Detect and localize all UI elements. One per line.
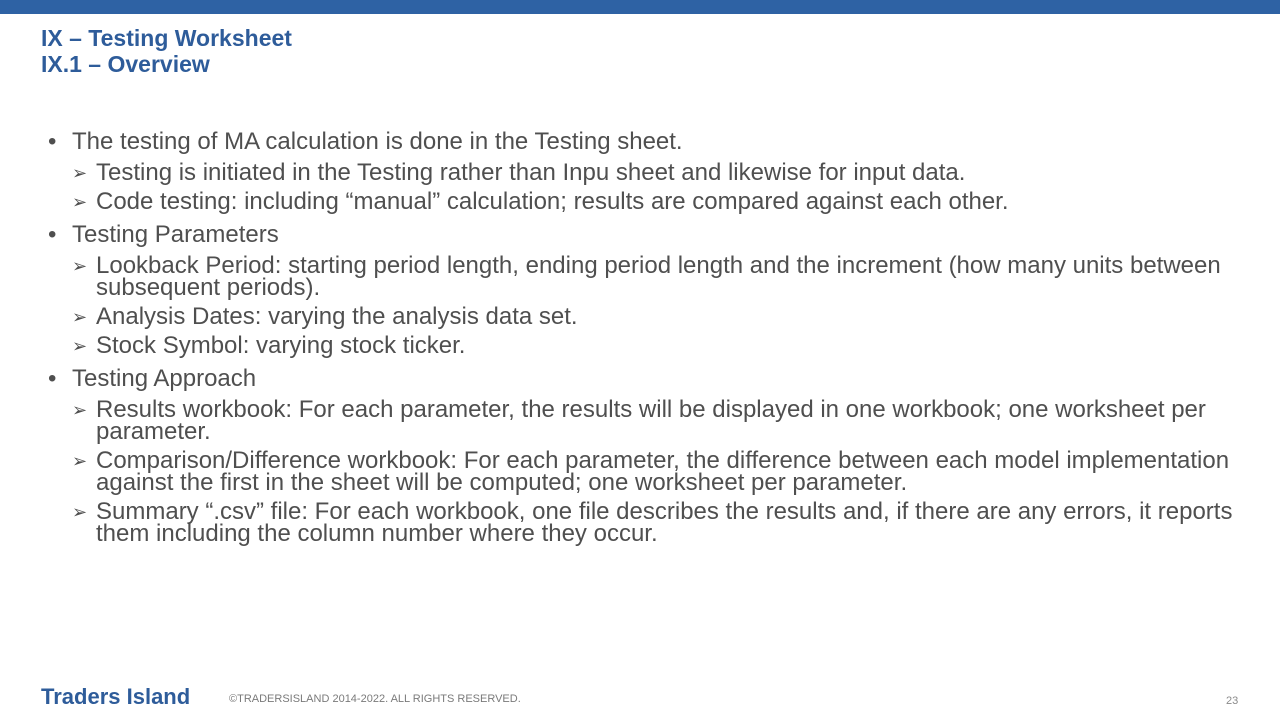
sub-bullet-item xyxy=(48,396,1248,445)
sub-bullet-text: Stock Symbol: varying stock ticker. xyxy=(96,332,466,359)
sub-bullet-item xyxy=(48,159,1248,186)
bullet-dot-icon: • xyxy=(48,128,57,155)
sub-bullet-text: Summary “.csv” file: For each workbook, one file describes the results and, if there are any errors, it reports them including the column number where they occur. xyxy=(96,498,1233,547)
arrow-bullet-icon: ➢ xyxy=(72,256,88,276)
bullet-text: Testing Parameters xyxy=(72,221,279,248)
slide-title: IX – Testing Worksheet xyxy=(41,25,292,51)
page-number: 23 xyxy=(1226,695,1239,707)
arrow-bullet-icon: ➢ xyxy=(72,451,88,471)
sub-bullet-text: Testing is initiated in the Testing rather than Inpu sheet and likewise for input data. xyxy=(96,159,966,186)
sub-bullet-text: Lookback Period: starting period length, ending period length and the increment (how many units between subsequent periods). xyxy=(96,252,1221,301)
bullet-item xyxy=(48,365,1248,392)
arrow-bullet-icon: ➢ xyxy=(72,502,88,522)
sub-bullet-text: Results workbook: For each parameter, the results will be displayed in one workbook; one worksheet per parameter. xyxy=(96,396,1206,445)
bullet-dot-icon: • xyxy=(48,221,57,248)
sub-bullet-item xyxy=(48,498,1248,547)
sub-bullet-item xyxy=(48,252,1248,301)
top-accent-bar xyxy=(0,0,1280,14)
footer-copyright: ©TRADERSISLAND 2014-2022. ALL RIGHTS RESERVED. xyxy=(229,693,521,705)
arrow-bullet-icon: ➢ xyxy=(72,336,88,356)
sub-bullet-item xyxy=(48,447,1248,496)
sub-bullet-item xyxy=(48,332,1248,359)
sub-bullet-text: Analysis Dates: varying the analysis data set. xyxy=(96,303,578,330)
bullet-text: Testing Approach xyxy=(72,365,257,392)
arrow-bullet-icon: ➢ xyxy=(72,400,88,420)
slide-heading xyxy=(41,25,292,77)
bullet-text: The testing of MA calculation is done in the Testing sheet. xyxy=(72,128,683,155)
arrow-bullet-icon: ➢ xyxy=(72,307,88,327)
arrow-bullet-icon: ➢ xyxy=(72,163,88,183)
arrow-bullet-icon: ➢ xyxy=(72,192,88,212)
sub-bullet-item xyxy=(48,303,1248,330)
bullet-item xyxy=(48,128,1248,155)
footer-brand-logo: Traders Island xyxy=(41,684,191,709)
slide-subtitle: IX.1 – Overview xyxy=(41,51,210,77)
sub-bullet-item xyxy=(48,188,1248,215)
bullet-dot-icon: • xyxy=(48,365,57,392)
bullet-item xyxy=(48,221,1248,248)
sub-bullet-text: Code testing: including “manual” calculation; results are compared against each other. xyxy=(96,188,1009,215)
slide-content xyxy=(48,128,1248,545)
sub-bullet-text: Comparison/Difference workbook: For each parameter, the difference between each model implementation against the first in the sheet will be computed; one worksheet per parameter. xyxy=(96,447,1230,496)
